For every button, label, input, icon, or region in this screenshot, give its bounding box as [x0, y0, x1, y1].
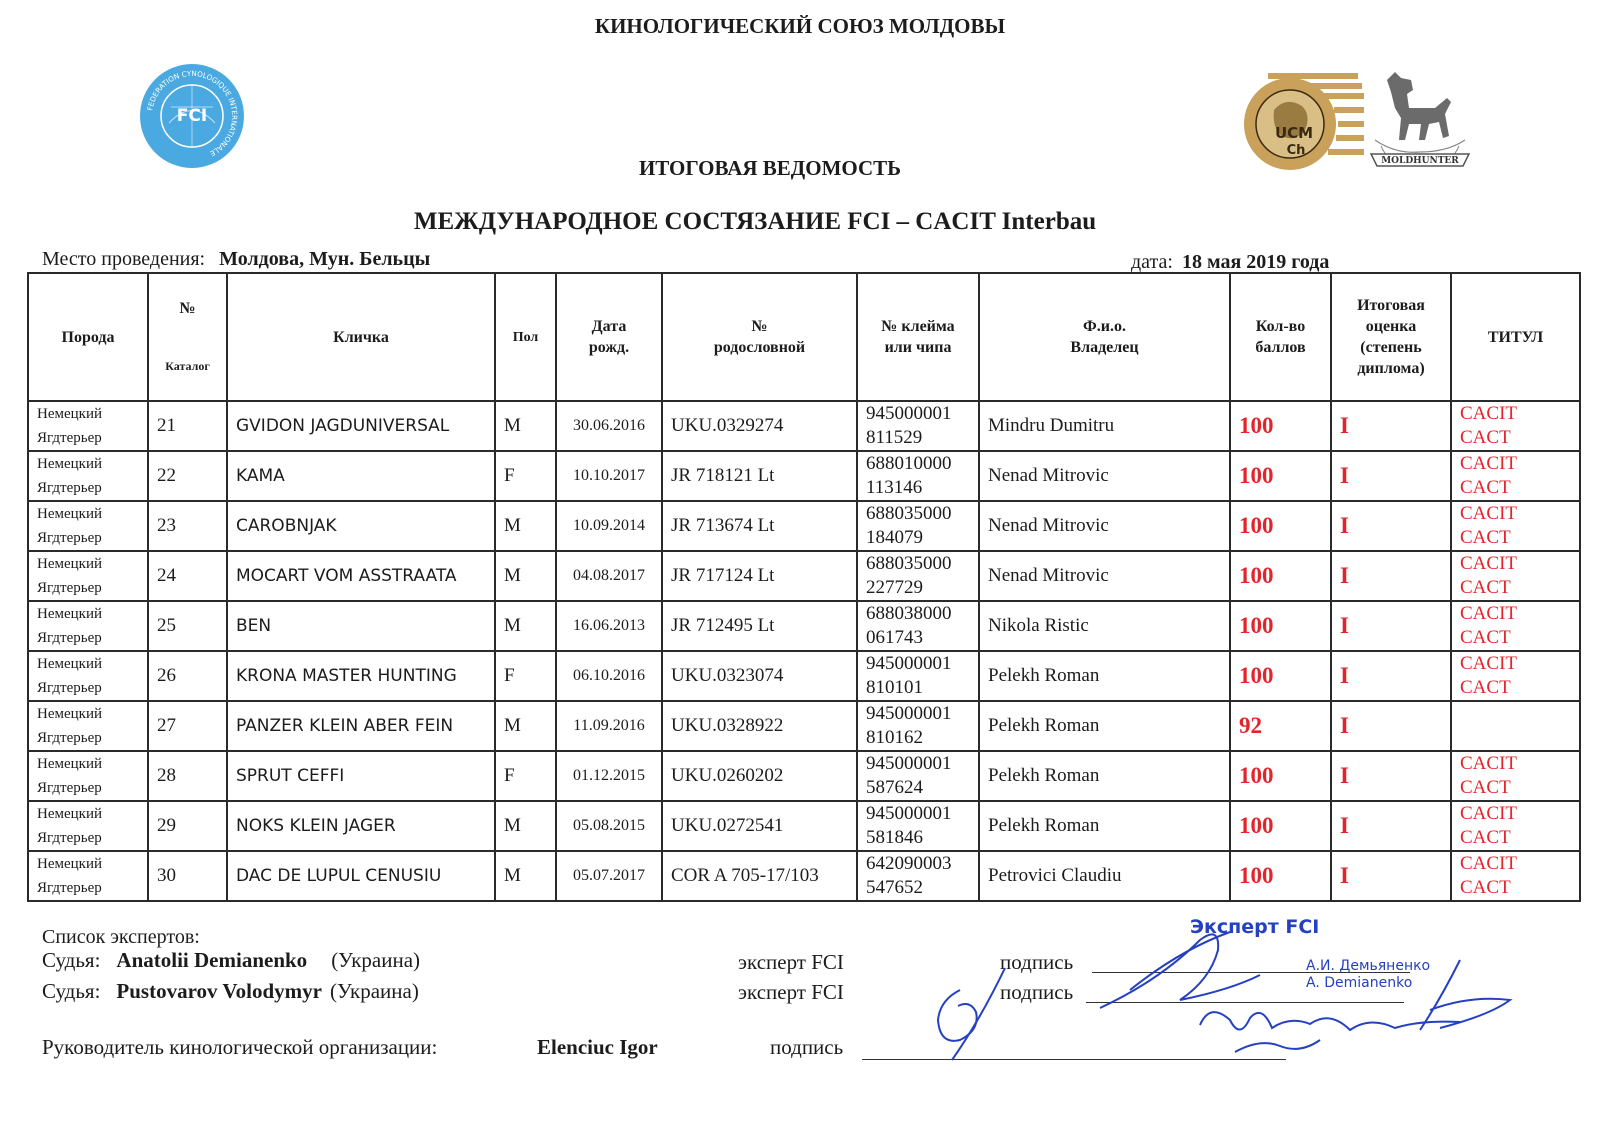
- points: 100: [1230, 501, 1331, 551]
- table-row: [28, 601, 1580, 651]
- birth-date: 11.09.2016: [556, 701, 662, 751]
- judge-1-role: эксперт FCI: [738, 950, 844, 974]
- table-row: [28, 651, 1580, 701]
- judge-country: (Украина): [329, 979, 419, 1003]
- chip-cell: [857, 401, 979, 451]
- title-cell: [1451, 851, 1580, 901]
- grade: I: [1331, 701, 1451, 751]
- catalog-number: 26: [148, 651, 227, 701]
- breed-cell: [28, 551, 148, 601]
- dog-name: GVIDON JAGDUNIVERSAL: [227, 401, 495, 451]
- chip-line-1: 688035000: [866, 503, 952, 524]
- expert-stamp-line-1: А.И. Демьяненко: [1306, 958, 1431, 974]
- grade: I: [1331, 651, 1451, 701]
- organization-title: КИНОЛОГИЧЕСКИЙ СОЮЗ МОЛДОВЫ: [594, 14, 1006, 38]
- header-catalog-symbol: №: [179, 299, 196, 317]
- judge-label: Судья:: [42, 948, 101, 972]
- judge-name: Anatolii Demianenko: [116, 948, 308, 972]
- title-line-2: CACT: [1460, 477, 1511, 498]
- chip-cell: [857, 501, 979, 551]
- pedigree-number: JR 717124 Lt: [662, 551, 857, 601]
- title-line-1: CACIT: [1460, 503, 1517, 524]
- catalog-number: 25: [148, 601, 227, 651]
- header-chip: № клейма или чипа: [857, 273, 979, 401]
- header-catalog-label: Каталог: [165, 358, 210, 373]
- breed-line-2: Ягдтерьер: [37, 830, 102, 846]
- grade: I: [1331, 601, 1451, 651]
- judge-label: Судья:: [42, 979, 101, 1003]
- chip-line-2: 810101: [866, 677, 923, 698]
- header-birth: Дата рожд.: [556, 273, 662, 401]
- title-line-2: CACT: [1460, 427, 1511, 448]
- breed-line-2: Ягдтерьер: [37, 530, 102, 546]
- breed-line-2: Ягдтерьер: [37, 680, 102, 696]
- table-row: [28, 851, 1580, 901]
- dog-name: NOKS KLEIN JAGER: [227, 801, 495, 851]
- chip-cell: [857, 701, 979, 751]
- points: 100: [1230, 651, 1331, 701]
- dog-sex: M: [495, 801, 556, 851]
- pedigree-number: UKU.0260202: [662, 751, 857, 801]
- header-title: ТИТУЛ: [1451, 273, 1580, 401]
- grade: I: [1331, 451, 1451, 501]
- chip-line-2: 184079: [866, 527, 923, 548]
- breed-line-2: Ягдтерьер: [37, 880, 102, 896]
- title-line-1: CACIT: [1460, 403, 1517, 424]
- dog-name: MOCART VOM ASSTRAATA: [227, 551, 495, 601]
- catalog-number: 30: [148, 851, 227, 901]
- catalog-number: 29: [148, 801, 227, 851]
- title-line-1: CACIT: [1460, 803, 1517, 824]
- breed-cell: [28, 501, 148, 551]
- results-table: [27, 272, 1581, 902]
- table-row: [28, 751, 1580, 801]
- judge-country: (Украина): [331, 948, 421, 972]
- judge-1-signature-label: подпись: [1000, 950, 1074, 974]
- venue: [42, 248, 430, 271]
- owner-name: Pelekh Roman: [979, 651, 1230, 701]
- breed-cell: [28, 801, 148, 851]
- dog-name: CAROBNJAK: [227, 501, 495, 551]
- dog-sex: M: [495, 551, 556, 601]
- grade: I: [1331, 751, 1451, 801]
- pedigree-number: UKU.0272541: [662, 801, 857, 851]
- points: 100: [1230, 801, 1331, 851]
- chip-line-2: 810162: [866, 727, 923, 748]
- title-line-2: CACT: [1460, 677, 1511, 698]
- owner-name: Pelekh Roman: [979, 751, 1230, 801]
- header-pedigree: № родословной: [662, 273, 857, 401]
- chip-cell: [857, 451, 979, 501]
- chip-line-2: 811529: [866, 427, 923, 448]
- points: 100: [1230, 851, 1331, 901]
- owner-name: Nenad Mitrovic: [979, 451, 1230, 501]
- header-points: Кол-во баллов: [1230, 273, 1331, 401]
- grade: I: [1331, 851, 1451, 901]
- owner-name: Nenad Mitrovic: [979, 551, 1230, 601]
- chip-line-1: 688038000: [866, 603, 952, 624]
- birth-date: 10.10.2017: [556, 451, 662, 501]
- chip-line-2: 581846: [866, 827, 923, 848]
- breed-line-1: Немецкий: [37, 506, 103, 522]
- pedigree-number: UKU.0323074: [662, 651, 857, 701]
- dog-name: BEN: [227, 601, 495, 651]
- competition-title: МЕЖДУНАРОДНОЕ СОСТЯЗАНИЕ FCI – CACIT Interbau: [413, 208, 1097, 235]
- dog-name: SPRUT CEFFI: [227, 751, 495, 801]
- breed-line-1: Немецкий: [37, 856, 103, 872]
- table-row: [28, 401, 1580, 451]
- birth-date: 05.07.2017: [556, 851, 662, 901]
- title-line-1: CACIT: [1460, 553, 1517, 574]
- breed-line-2: Ягдтерьер: [37, 630, 102, 646]
- experts-list-label: Список экспертов:: [42, 926, 200, 948]
- venue-label: Место проведения:: [42, 248, 206, 270]
- grade: I: [1331, 551, 1451, 601]
- birth-date: 05.08.2015: [556, 801, 662, 851]
- pedigree-number: UKU.0329274: [662, 401, 857, 451]
- chip-line-2: 061743: [866, 627, 923, 648]
- points: 100: [1230, 451, 1331, 501]
- header-owner: Ф.и.о. Владелец: [979, 273, 1230, 401]
- breed-line-2: Ягдтерьер: [37, 780, 102, 796]
- title-cell: [1451, 501, 1580, 551]
- judge-1: [42, 948, 420, 973]
- breed-cell: [28, 401, 148, 451]
- points: 100: [1230, 751, 1331, 801]
- breed-line-1: Немецкий: [37, 806, 103, 822]
- dog-sex: F: [495, 651, 556, 701]
- title-cell: [1451, 551, 1580, 601]
- points: 100: [1230, 551, 1331, 601]
- event-date: [1131, 251, 1329, 274]
- chip-line-1: 945000001: [866, 803, 952, 824]
- birth-date: 06.10.2016: [556, 651, 662, 701]
- breed-line-1: Немецкий: [37, 406, 103, 422]
- catalog-number: 28: [148, 751, 227, 801]
- date-value: 18 мая 2019 года: [1181, 251, 1330, 273]
- title-line-1: CACIT: [1460, 753, 1517, 774]
- dog-name: DAC DE LUPUL CENUSIU: [227, 851, 495, 901]
- judge-2-role: эксперт FCI: [738, 980, 844, 1004]
- chip-line-1: 688010000: [866, 453, 952, 474]
- ucm-logo-subtext: Ch: [1286, 143, 1306, 158]
- dog-sex: M: [495, 601, 556, 651]
- pedigree-number: COR A 705-17/103: [662, 851, 857, 901]
- title-cell: [1451, 651, 1580, 701]
- table-row: [28, 451, 1580, 501]
- birth-date: 04.08.2017: [556, 551, 662, 601]
- fci-logo: [139, 63, 245, 169]
- date-label: дата:: [1131, 251, 1173, 273]
- owner-name: Nikola Ristic: [979, 601, 1230, 651]
- breed-line-1: Немецкий: [37, 606, 103, 622]
- handwritten-signatures: [900, 920, 1540, 1070]
- title-line-2: CACT: [1460, 827, 1511, 848]
- title-line-2: CACT: [1460, 577, 1511, 598]
- breed-line-2: Ягдтерьер: [37, 580, 102, 596]
- grade: I: [1331, 401, 1451, 451]
- birth-date: 30.06.2016: [556, 401, 662, 451]
- breed-cell: [28, 651, 148, 701]
- chip-line-1: 945000001: [866, 753, 952, 774]
- title-cell: [1451, 401, 1580, 451]
- dog-sex: M: [495, 501, 556, 551]
- head-signature-label: подпись: [770, 1035, 844, 1059]
- birth-date: 10.09.2014: [556, 501, 662, 551]
- title-line-1: CACIT: [1460, 653, 1517, 674]
- owner-name: Nenad Mitrovic: [979, 501, 1230, 551]
- catalog-number: 24: [148, 551, 227, 601]
- table-header-row: [28, 273, 1580, 401]
- dog-name: KAMA: [227, 451, 495, 501]
- title-cell: [1451, 701, 1580, 751]
- chip-line-1: 945000001: [866, 703, 952, 724]
- chip-cell: [857, 751, 979, 801]
- dog-name: PANZER KLEIN ABER FEIN: [227, 701, 495, 751]
- breed-cell: [28, 851, 148, 901]
- title-cell: [1451, 601, 1580, 651]
- breed-cell: [28, 751, 148, 801]
- chip-line-1: 945000001: [866, 403, 952, 424]
- title-cell: [1451, 451, 1580, 501]
- chip-cell: [857, 651, 979, 701]
- title-line-1: CACIT: [1460, 853, 1517, 874]
- title-line-1: CACIT: [1460, 453, 1517, 474]
- breed-cell: [28, 701, 148, 751]
- fci-logo-text: FCI: [176, 106, 208, 126]
- title-line-1: CACIT: [1460, 603, 1517, 624]
- dog-name: KRONA MASTER HUNTING: [227, 651, 495, 701]
- points: 92: [1230, 701, 1331, 751]
- judge-name: Pustovarov Volodymyr: [116, 979, 322, 1003]
- birth-date: 01.12.2015: [556, 751, 662, 801]
- breed-line-1: Немецкий: [37, 706, 103, 722]
- document-title: ИТОГОВАЯ ВЕДОМОСТЬ: [638, 156, 902, 180]
- table-row: [28, 551, 1580, 601]
- pedigree-number: JR 713674 Lt: [662, 501, 857, 551]
- chip-cell: [857, 601, 979, 651]
- title-cell: [1451, 801, 1580, 851]
- chip-cell: [857, 801, 979, 851]
- organization-head-name: Elenciuc Igor: [537, 1035, 658, 1059]
- chip-cell: [857, 551, 979, 601]
- header-name: Кличка: [227, 273, 495, 401]
- dog-sex: M: [495, 701, 556, 751]
- dog-sex: M: [495, 851, 556, 901]
- pedigree-number: JR 712495 Lt: [662, 601, 857, 651]
- breed-line-2: Ягдтерьер: [37, 430, 102, 446]
- catalog-number: 21: [148, 401, 227, 451]
- chip-line-1: 945000001: [866, 653, 952, 674]
- catalog-number: 22: [148, 451, 227, 501]
- header-grade: Итоговая оценка (степень диплома): [1331, 273, 1451, 401]
- title-line-2: CACT: [1460, 877, 1511, 898]
- breed-cell: [28, 601, 148, 651]
- breed-line-1: Немецкий: [37, 556, 103, 572]
- chip-line-2: 227729: [866, 577, 923, 598]
- points: 100: [1230, 401, 1331, 451]
- breed-line-2: Ягдтерьер: [37, 730, 102, 746]
- grade: I: [1331, 801, 1451, 851]
- owner-name: Pelekh Roman: [979, 701, 1230, 751]
- breed-line-1: Немецкий: [37, 656, 103, 672]
- ucm-logo-text: UCM: [1274, 124, 1314, 142]
- dog-sex: F: [495, 751, 556, 801]
- breed-cell: [28, 451, 148, 501]
- header-catalog: [148, 273, 227, 401]
- organization-head-label: Руководитель кинологической организации:: [42, 1035, 438, 1059]
- title-line-2: CACT: [1460, 527, 1511, 548]
- table-row: [28, 801, 1580, 851]
- chip-line-2: 547652: [866, 877, 923, 898]
- title-line-2: CACT: [1460, 777, 1511, 798]
- judge-2: [42, 979, 419, 1004]
- venue-value: Молдова, Мун. Бельцы: [219, 248, 431, 270]
- pedigree-number: JR 718121 Lt: [662, 451, 857, 501]
- chip-line-2: 587624: [866, 777, 923, 798]
- breed-line-1: Немецкий: [37, 756, 103, 772]
- chip-line-1: 688035000: [866, 553, 952, 574]
- chip-cell: [857, 851, 979, 901]
- chip-line-1: 642090003: [866, 853, 952, 874]
- grade: I: [1331, 501, 1451, 551]
- table-row: [28, 501, 1580, 551]
- header-sex: Пол: [495, 273, 556, 401]
- dog-sex: F: [495, 451, 556, 501]
- moldhunter-logo-text: MOLDHUNTER: [1381, 156, 1459, 166]
- dog-sex: M: [495, 401, 556, 451]
- breed-line-1: Немецкий: [37, 456, 103, 472]
- expert-stamp-line-2: A. Demianenko: [1306, 975, 1413, 991]
- title-line-2: CACT: [1460, 627, 1511, 648]
- owner-name: Mindru Dumitru: [979, 401, 1230, 451]
- fci-ring-text: FEDERATION CYNOLOGIQUE INTERNATIONALE: [145, 68, 240, 159]
- title-cell: [1451, 751, 1580, 801]
- birth-date: 16.06.2013: [556, 601, 662, 651]
- catalog-number: 23: [148, 501, 227, 551]
- points: 100: [1230, 601, 1331, 651]
- table-row: [28, 701, 1580, 751]
- owner-name: Pelekh Roman: [979, 801, 1230, 851]
- header-breed: Порода: [28, 273, 148, 401]
- breed-line-2: Ягдтерьер: [37, 480, 102, 496]
- owner-name: Petrovici Claudiu: [979, 851, 1230, 901]
- catalog-number: 27: [148, 701, 227, 751]
- expert-stamp-title: Эксперт FCI: [1190, 916, 1320, 938]
- chip-line-2: 113146: [866, 477, 923, 498]
- judge-2-signature-label: подпись: [1000, 980, 1074, 1004]
- pedigree-number: UKU.0328922: [662, 701, 857, 751]
